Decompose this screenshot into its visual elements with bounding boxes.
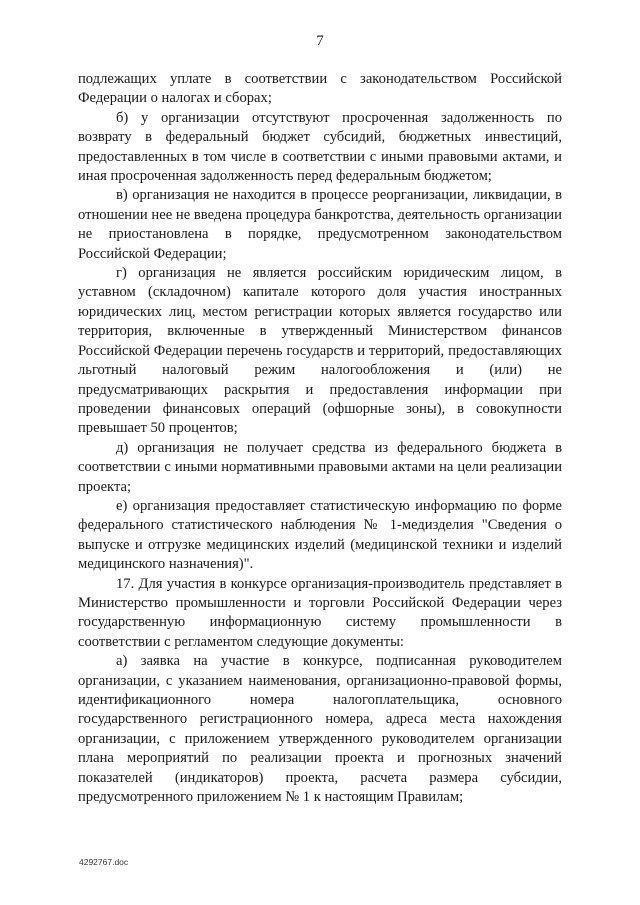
paragraph-item-d: д) организация не получает средства из федерального бюджета в соответствии с иными нормативными правовыми актами на цели реализации проекта; (78, 439, 562, 495)
paragraph-clause-17: 17. Для участия в конкурсе организация-производитель представляет в Министерство промышленности и торговли Российской Федерации через государственную информационную систему промышленности в соответствии с регламентом следующие документы: (78, 575, 562, 650)
paragraph-item-a: а) заявка на участие в конкурсе, подписанная руководителем организации, с указанием наименования, организационно-правовой формы, идентификационного номера налогоплательщика, основного государственного регистрационного номера, адреса места нахождения организации, с приложением утвержденного руководителем организации плана мероприятий по реализации проекта и прогнозных значений показателей (индикаторов) проекта, расчета размера субсидии, предусмотренного приложением № 1 к настоящим Правилам; (78, 653, 562, 806)
page-number: 7 (316, 33, 324, 49)
paragraph-item-b: б) у организации отсутствуют просроченная задолженность по возврату в федеральный бюджет субсидий, бюджетных инвестиций, предоставленных в том числе в соответствии с иными правовыми актами, и иная просроченная задолженность перед федеральным бюджетом; (78, 109, 562, 185)
paragraph-item-v: в) организация не находится в процессе реорганизации, ликвидации, в отношении нее не введена процедура банкротства, деятельность организации не приостановлена в порядке, предусмотренном законодательством Российской Федерации; (78, 187, 562, 262)
paragraph-item-g: г) организация не является российским юридическим лицом, в уставном (складочном) капитале которого доля участия иностранных юридических лиц, местом регистрации которых является государство или территория, включенные в утвержденный Министерством финансов Российской Федерации перечень государств и территорий, предоставляющих льготный налоговый режим налогообложения и (или) не предусматривающих раскрытия и предоставления информации при проведении финансовых операций (офшорные зоны), в совокупности превышает 50 процентов; (78, 265, 562, 437)
paragraph-continuation: подлежащих уплате в соответствии с законодательством Российской Федерации о налогах и сборах; (78, 71, 562, 107)
paragraph-item-e: е) организация предоставляет статистическую информацию по форме федерального статистического наблюдения № 1-медизделия "Сведения о выпуске и отгрузке медицинских изделий (медицинской техники и изделий медицинского назначения)". (78, 497, 562, 573)
footer-doc-code: 4292767.doc (79, 857, 129, 867)
document-body (78, 70, 562, 807)
